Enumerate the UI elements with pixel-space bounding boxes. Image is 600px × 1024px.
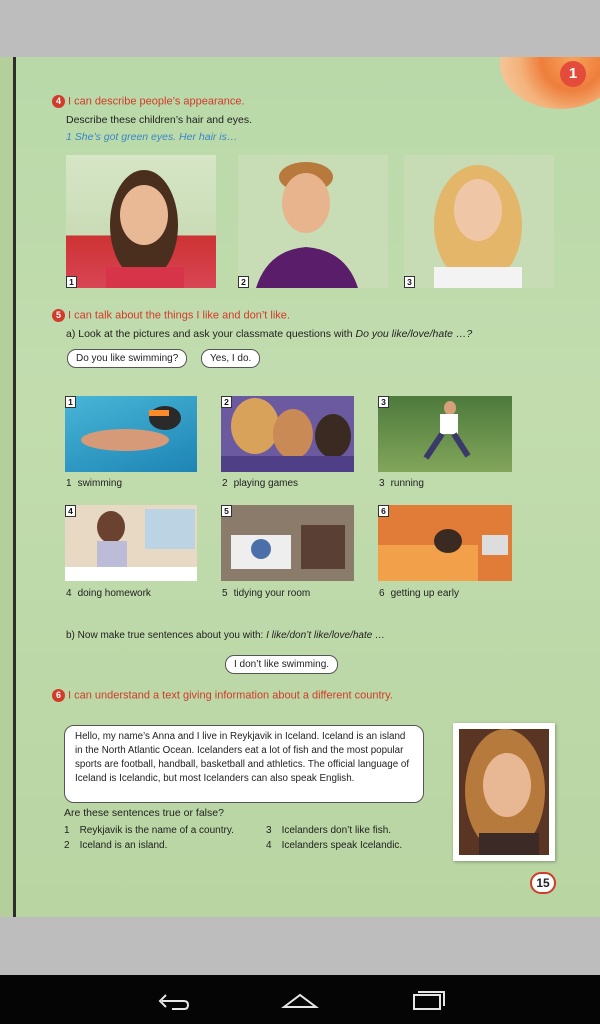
sleeping-boy-image bbox=[378, 505, 512, 581]
instruction-a-italic: Do you like/love/hate …? bbox=[355, 328, 473, 340]
caption-label-5: tidying your room bbox=[233, 588, 311, 599]
statement-text-1: Reykjavik is the name of a country. bbox=[79, 825, 234, 836]
caption-label-3: running bbox=[390, 478, 424, 489]
activity-photo-homework bbox=[65, 505, 197, 581]
back-icon bbox=[152, 987, 192, 1013]
kids-playing-image bbox=[221, 396, 354, 472]
caption-label-6: getting up early bbox=[390, 588, 459, 599]
anna-photo bbox=[453, 723, 555, 861]
child-photo-2 bbox=[238, 155, 388, 288]
status-area bbox=[0, 0, 600, 57]
instruction-b-italic: I like/don’t like/love/hate … bbox=[266, 630, 386, 641]
statement-num-3: 3 bbox=[266, 825, 272, 836]
section-4-heading bbox=[52, 95, 245, 108]
statement-2 bbox=[64, 840, 167, 851]
unit-badge-decoration bbox=[500, 57, 600, 109]
section-4-instruction: Describe these children’s hair and eyes. bbox=[66, 114, 252, 126]
activity-photo-running bbox=[378, 396, 512, 472]
photo-label-2: 2 bbox=[238, 276, 249, 288]
statement-3 bbox=[266, 825, 391, 836]
statement-text-4: Icelanders speak Icelandic. bbox=[281, 840, 403, 851]
section-6-heading-text: I can understand a text giving information about a different country. bbox=[68, 689, 393, 702]
activity-caption-6 bbox=[379, 588, 459, 599]
activity-caption-4 bbox=[66, 588, 151, 599]
caption-num-4: 4 bbox=[66, 588, 72, 599]
section-5-heading bbox=[52, 309, 290, 322]
activity-label-4: 4 bbox=[65, 505, 76, 517]
recents-icon bbox=[408, 987, 448, 1013]
statement-num-2: 2 bbox=[64, 840, 70, 851]
home-icon bbox=[280, 987, 320, 1013]
true-false-question: Are these sentences true or false? bbox=[64, 807, 224, 819]
caption-num-5: 5 bbox=[222, 588, 228, 599]
activity-photo-room bbox=[221, 505, 354, 581]
back-button[interactable] bbox=[152, 987, 192, 1013]
girl-portrait-2 bbox=[404, 155, 554, 288]
girl-portrait-1 bbox=[66, 155, 216, 288]
runner-image bbox=[378, 396, 512, 472]
recents-button[interactable] bbox=[408, 987, 448, 1013]
home-button[interactable] bbox=[280, 987, 320, 1013]
activity-caption-1 bbox=[66, 478, 122, 489]
homework-image bbox=[65, 505, 197, 581]
activity-caption-2 bbox=[222, 478, 298, 489]
statement-1 bbox=[64, 825, 234, 836]
activity-label-6: 6 bbox=[378, 505, 389, 517]
photo-label-1: 1 bbox=[66, 276, 77, 288]
activity-photo-games bbox=[221, 396, 354, 472]
caption-num-1: 1 bbox=[66, 478, 72, 489]
activity-photo-getting-up bbox=[378, 505, 512, 581]
section-6-heading bbox=[52, 689, 393, 702]
activity-label-2: 2 bbox=[221, 396, 232, 408]
anna-portrait bbox=[459, 729, 549, 855]
activity-caption-3 bbox=[379, 478, 424, 489]
section-5-instruction-b bbox=[66, 630, 385, 641]
statement-4 bbox=[266, 840, 402, 851]
photo-label-3: 3 bbox=[404, 276, 415, 288]
child-photo-1 bbox=[66, 155, 216, 288]
speech-bubble-example: I don’t like swimming. bbox=[225, 655, 338, 674]
reading-text: Hello, my name’s Anna and I live in Reykjavik in Iceland. Iceland is an island in the North Atlantic Ocean. Icelanders eat a lot of fish and the most popular sports are football, handball, basketball and athletics. The official language of Iceland is Icelandic, but most Icelanders can also speak English. bbox=[75, 731, 410, 784]
activity-label-5: 5 bbox=[221, 505, 232, 517]
messy-room-image bbox=[221, 505, 354, 581]
section-4-heading-text: I can describe people’s appearance. bbox=[68, 95, 245, 108]
statement-text-2: Iceland is an island. bbox=[79, 840, 168, 851]
unit-number: 1 bbox=[560, 61, 586, 87]
activity-caption-5 bbox=[222, 588, 310, 599]
child-photo-3 bbox=[404, 155, 554, 288]
instruction-b-text: b) Now make true sentences about you with: bbox=[66, 630, 267, 641]
section-4-number: 4 bbox=[52, 95, 65, 108]
caption-num-2: 2 bbox=[222, 478, 228, 489]
section-5-instruction-a bbox=[66, 328, 472, 340]
instruction-a-text: a) Look at the pictures and ask your classmate questions with bbox=[66, 328, 356, 340]
previous-page-edge bbox=[0, 57, 16, 917]
section-5-heading-text: I can talk about the things I like and don’t like. bbox=[68, 309, 290, 322]
activity-label-3: 3 bbox=[378, 396, 389, 408]
statement-num-1: 1 bbox=[64, 825, 70, 836]
boy-portrait bbox=[238, 155, 388, 288]
caption-label-1: swimming bbox=[77, 478, 123, 489]
swimmer-image bbox=[65, 396, 197, 472]
section-6-number: 6 bbox=[52, 689, 65, 702]
textbook-page[interactable] bbox=[0, 57, 600, 917]
speech-bubble-question: Do you like swimming? bbox=[67, 349, 187, 368]
caption-label-2: playing games bbox=[233, 478, 299, 489]
activity-photo-swimming bbox=[65, 396, 197, 472]
caption-num-6: 6 bbox=[379, 588, 385, 599]
activity-label-1: 1 bbox=[65, 396, 76, 408]
caption-num-3: 3 bbox=[379, 478, 385, 489]
section-4-example: 1 She’s got green eyes. Her hair is… bbox=[66, 131, 238, 143]
android-navigation-bar bbox=[0, 975, 600, 1024]
statement-num-4: 4 bbox=[266, 840, 272, 851]
statement-text-3: Icelanders don’t like fish. bbox=[281, 825, 392, 836]
caption-label-4: doing homework bbox=[77, 588, 151, 599]
speech-bubble-answer: Yes, I do. bbox=[201, 349, 260, 368]
section-5-number: 5 bbox=[52, 309, 65, 322]
reading-text-bubble bbox=[64, 725, 424, 803]
page-number: 15 bbox=[530, 872, 556, 894]
